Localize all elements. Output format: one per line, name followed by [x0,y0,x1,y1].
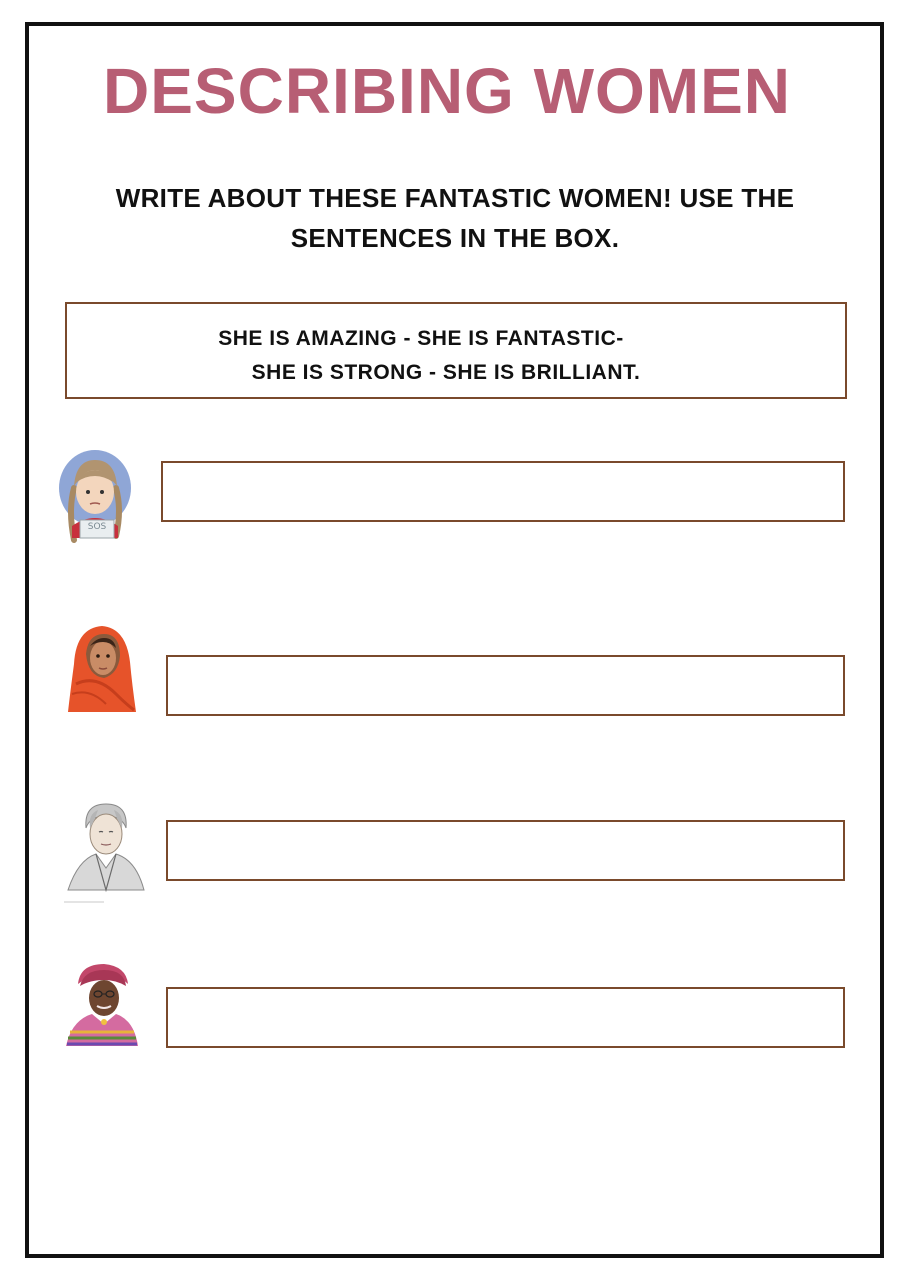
answer-box-3[interactable] [166,820,845,881]
sentence-box [65,302,847,399]
sentence-line-1: SHE IS AMAZING - SHE IS FANTASTIC- [218,327,624,350]
answer-box-4[interactable] [166,987,845,1048]
instruction-text: WRITE ABOUT THESE FANTASTIC WOMEN! USE THE SENTENCES IN THE BOX. [115,183,795,253]
woman-with-orange-headscarf-portrait-icon [66,624,138,716]
woman-with-head-wrap-portrait-icon [64,962,140,1050]
elderly-woman-sketch-portrait-icon [64,798,148,908]
sign-text: SOS [87,522,107,532]
sentence-line-2: SHE IS STRONG - SHE IS BRILLIANT. [251,361,641,384]
answer-box-1[interactable] [161,461,845,522]
page-title: DESCRIBING WOMEN [103,55,791,127]
answer-box-2[interactable] [166,655,845,716]
girl-with-braids-portrait-icon [58,448,134,548]
